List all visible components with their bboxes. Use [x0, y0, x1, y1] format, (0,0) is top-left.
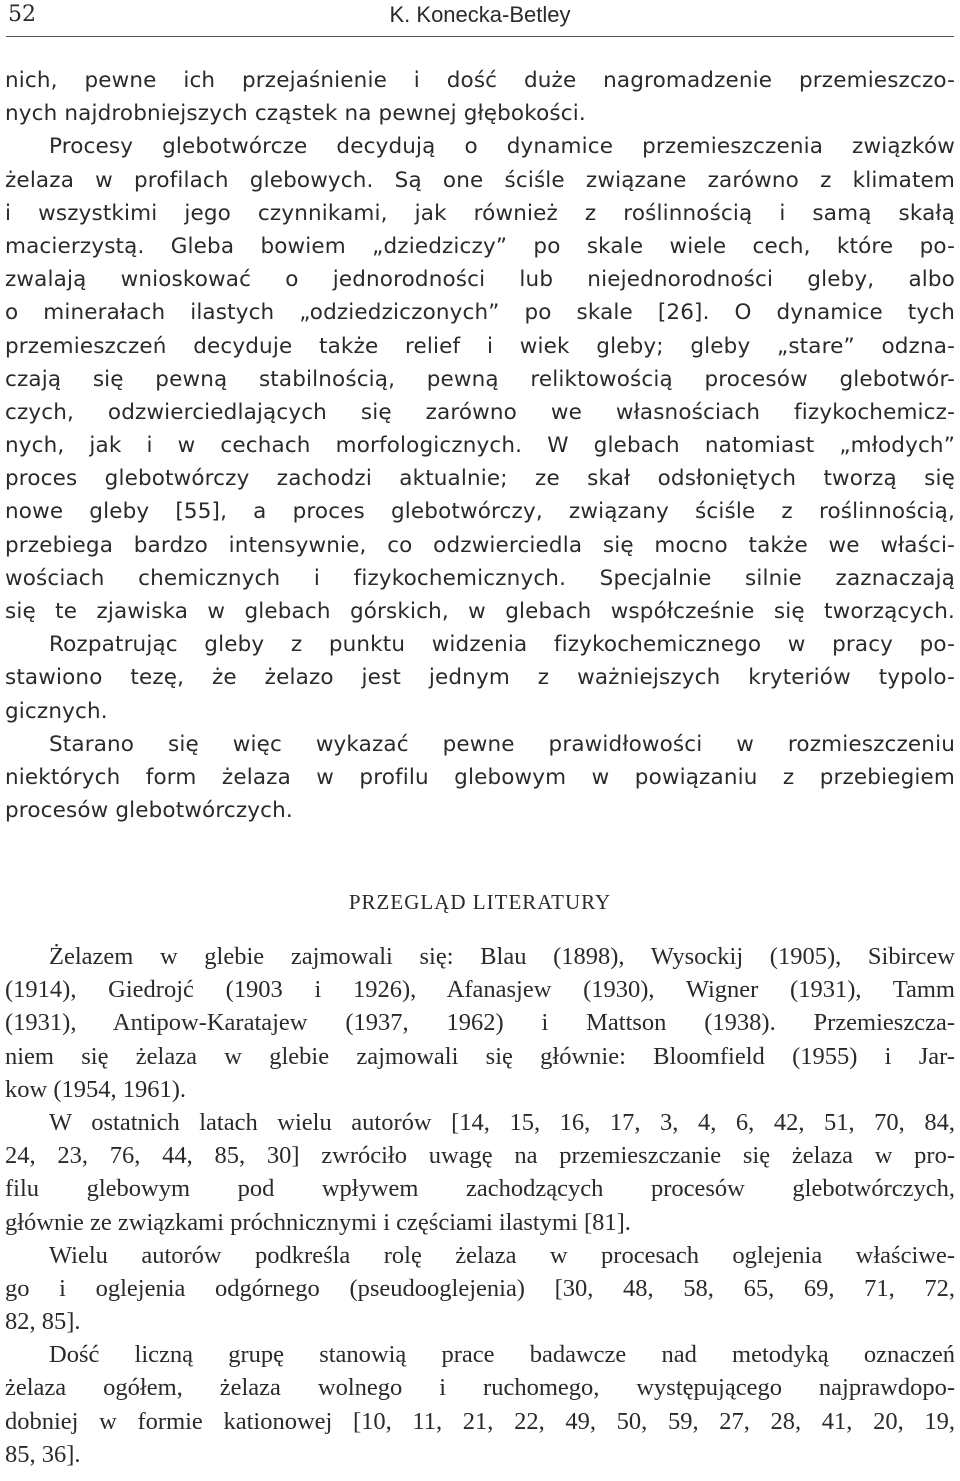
text-line: niem się żelaza w glebie zajmowali się głównie: Bloomfield (1955) i Jar- — [5, 1042, 955, 1070]
text-line: stawiono tezę, że żelazo jest jednym z ważniejszych kryteriów typolo- — [5, 665, 955, 691]
literature-section — [5, 940, 955, 1471]
text-line: proces glebotwórczy zachodzi aktualnie; ze skał odsłoniętych tworzą się — [5, 466, 955, 492]
page-header — [0, 0, 960, 34]
text-line: Wielu autorów podkreśla rolę żelaza w procesach oglejenia właściwe- — [49, 1241, 955, 1269]
text-line: nowe gleby [55], a proces glebotwórczy, związany ściśle z roślinnością, — [5, 499, 955, 525]
text-line: żelaza ogółem, żelaza wolnego i ruchomego, występującego najprawdopo- — [5, 1374, 955, 1402]
text-line: (1914), Giedrojć (1903 i 1926), Afanasjew (1930), Wigner (1931), Tamm — [5, 976, 955, 1004]
text-line: 82, 85]. — [5, 1308, 81, 1336]
text-line: Rozpatrując gleby z punktu widzenia fizykochemicznego w pracy po- — [49, 632, 955, 658]
text-line: W ostatnich latach wielu autorów [14, 15, 16, 17, 3, 4, 6, 42, 51, 70, 84, — [49, 1108, 955, 1136]
text-line: i wszystkimi jego czynnikami, jak również z roślinnością i samą skałą — [5, 200, 955, 226]
text-line: go i oglejenia odgórnego (pseudooglejenia) [30, 48, 58, 65, 69, 71, 72, — [5, 1274, 955, 1302]
text-line: kow (1954, 1961). — [5, 1075, 187, 1103]
text-line: czych, odzwierciedlających się zarówno we własnościach fizykochemicz- — [5, 399, 955, 425]
text-line: nych najdrobniejszych cząstek na pewnej głębokości. — [5, 101, 586, 127]
text-line: macierzystą. Gleba bowiem „dziedziczy” po skale wiele cech, które po- — [5, 233, 955, 259]
text-line: zwalają wnioskować o jednorodności lub niejednorodności gleby, albo — [5, 267, 955, 293]
text-line: przemieszczeń decyduje także relief i wiek gleby; gleby „stare” odzna- — [5, 333, 955, 359]
text-line: przebiega bardzo intensywnie, co odzwierciedla się mocno także we właści- — [5, 532, 955, 558]
text-line: Starano się więc wykazać pewne prawidłowości w rozmieszczeniu — [49, 731, 955, 757]
section-heading: PRZEGLĄD LITERATURY — [348, 890, 612, 914]
text-line: Żelazem w glebie zajmowali się: Blau (1898), Wysockij (1905), Sibircew — [49, 943, 955, 970]
text-line: wościach chemicznych i fizykochemicznych. Specjalnie silnie zaznaczają — [5, 565, 955, 591]
text-line: filu glebowym pod wpływem zachodzących procesów glebotwórczych, — [5, 1175, 955, 1203]
text-line: dobniej w formie kationowej [10, 11, 21, 22, 49, 50, 59, 27, 28, 41, 20, 19, — [5, 1407, 955, 1435]
text-line: czają się pewną stabilnością, pewną reliktowością procesów glebotwór- — [5, 366, 955, 392]
text-line: Dość liczną grupę stanowią prace badawcze nad metodyką oznaczeń — [49, 1341, 955, 1369]
text-line: (1931), Antipow-Karatajew (1937, 1962) i Mattson (1938). Przemieszcza- — [5, 1009, 955, 1037]
text-line: niektórych form żelaza w profilu glebowym w powiązaniu z przebiegiem — [5, 764, 955, 790]
text-line: Procesy glebotwórcze decydują o dynamice przemieszczenia związków — [49, 134, 955, 160]
intro-section — [5, 64, 955, 827]
header-rule — [6, 36, 954, 37]
text-line: głównie ze związkami próchnicznymi i częściami ilastymi [81]. — [5, 1208, 631, 1236]
text-line: procesów glebotwórczych. — [5, 798, 293, 824]
running-title: K. Konecka-Betley — [389, 2, 571, 27]
text-line: nich, pewne ich przejaśnienie i dość duże nagromadzenie przemieszczo- — [5, 68, 955, 93]
text-line: gicznych. — [5, 698, 108, 724]
text-line: o minerałach ilastych „odziedziczonych” po skale [26]. O dynamice tych — [5, 300, 955, 326]
text-line: 85, 36]. — [5, 1440, 81, 1468]
text-line: 24, 23, 76, 44, 85, 30] zwróciło uwagę na przemieszczanie się żelaza w pro- — [5, 1142, 955, 1170]
text-line: nych, jak i w cechach morfologicznych. W glebach natomiast „młodych” — [5, 433, 955, 459]
text-line: żelaza w profilach glebowych. Są one ściśle związane zarówno z klimatem — [5, 167, 955, 193]
page-number: 52 — [8, 2, 36, 27]
text-line: się te zjawiska w glebach górskich, w glebach współcześnie się tworzących. — [5, 599, 955, 624]
